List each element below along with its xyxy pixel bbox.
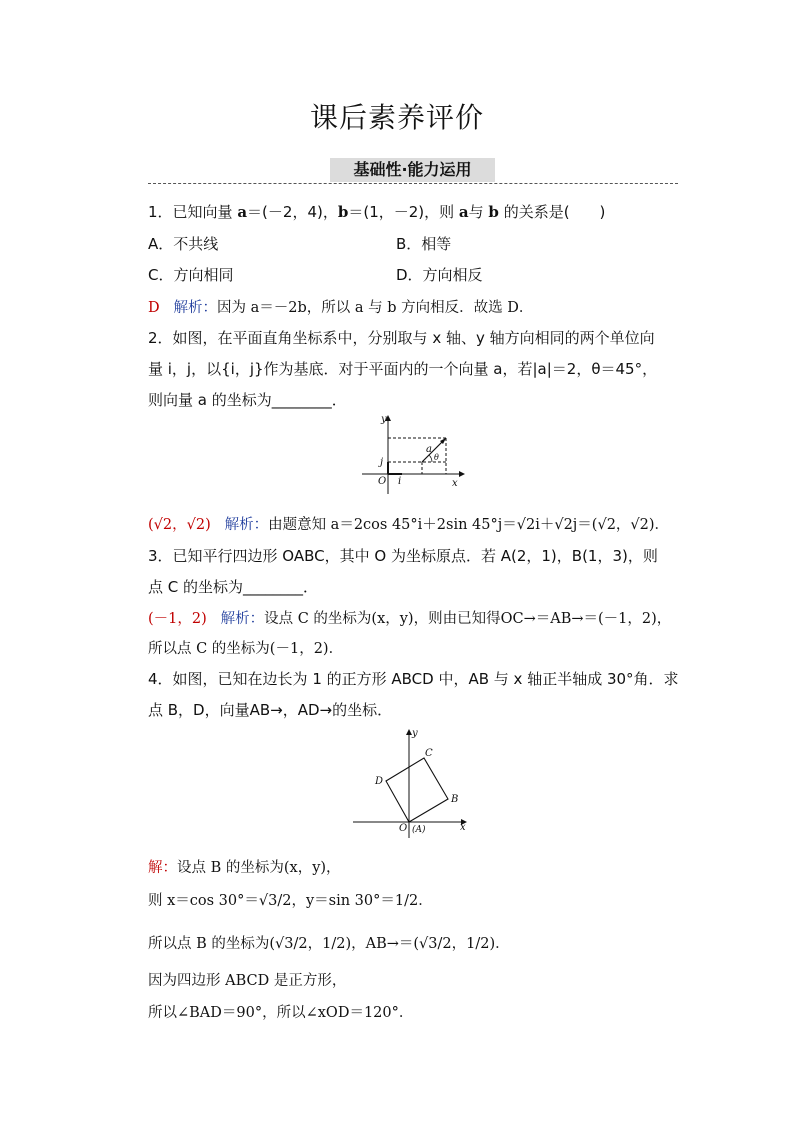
q1-option-b: B．相等 xyxy=(396,235,452,253)
q2-origin: O xyxy=(378,476,387,487)
q2-a-label: a xyxy=(426,444,432,455)
q4-a-label: (A) xyxy=(412,825,426,835)
q3-line2: 点 C 的坐标为________． xyxy=(148,578,319,596)
q2-j-label: j xyxy=(380,457,384,468)
q2-y-label: y xyxy=(381,414,387,425)
q2-line2: 量 i，j，以{i，j}作为基底．对于平面内的一个向量 a，若|a|＝2，θ＝45°， xyxy=(148,360,658,378)
q4-solution-1: 解：设点 B 的坐标为(x，y)， xyxy=(148,860,341,876)
q4-solution-5: 所以∠BAD＝90°，所以∠xOD＝120°． xyxy=(148,1005,414,1021)
q1-option-a: A．不共线 xyxy=(148,235,219,253)
divider xyxy=(148,183,678,184)
q4-solution-4: 因为四边形 ABCD 是正方形， xyxy=(148,973,347,989)
q2-x-label: x xyxy=(452,478,458,489)
q4-d-label: D xyxy=(375,776,384,787)
q1-option-c: C．方向相同 xyxy=(148,266,234,284)
q1-option-d: D．方向相反 xyxy=(396,266,483,284)
q3-answer: (－1，2) 解析：设点 C 的坐标为(x，y)，则由已知得OC→＝AB→＝(－1，2)， xyxy=(148,611,672,627)
q4-c-label: C xyxy=(425,748,433,759)
q4-b-label: B xyxy=(451,794,459,805)
q4-x-label: x xyxy=(460,822,466,833)
section-heading: 基础性·能力运用 xyxy=(330,158,495,182)
q4-figure xyxy=(350,726,474,842)
q2-line3: 则向量 a 的坐标为________． xyxy=(148,391,347,409)
q4-solution-3: 所以点 B 的坐标为(√3/2，1/2)，AB→＝(√3/2，1/2)． xyxy=(148,936,510,952)
page-title: 课后素养评价 xyxy=(309,101,484,134)
q4-line1: 4．如图，已知在边长为 1 的正方形 ABCD 中，AB 与 x 轴正半轴成 30°角．求 xyxy=(148,670,679,688)
q2-line1: 2．如图，在平面直角坐标系中，分别取与 x 轴、y 轴方向相同的两个单位向 xyxy=(148,329,655,347)
q2-answer: (√2，√2) 解析：由题意知 a＝2cos 45°i＋2sin 45°j＝√2i＋√2j＝(√2，√2)． xyxy=(148,517,670,533)
q3-line1: 3．已知平行四边形 OABC，其中 O 为坐标原点．若 A(2，1)，B(1，3)，则 xyxy=(148,547,658,565)
q4-y-label: y xyxy=(412,728,418,739)
q1-stem: 1．已知向量 a＝(－2，4)，b＝(1，－2)，则 a与 b 的关系是( ) xyxy=(148,203,606,221)
q4-solution-2: 则 x＝cos 30°＝√3/2，y＝sin 30°＝1/2． xyxy=(148,893,433,909)
q4-origin: O xyxy=(399,823,408,834)
q3-answer-line2: 所以点 C 的坐标为(－1，2)． xyxy=(148,641,344,657)
q2-figure xyxy=(350,412,470,498)
q4-line2: 点 B，D，向量AB→，AD→的坐标． xyxy=(148,701,393,719)
q2-i-label: i xyxy=(398,476,402,487)
q1-answer: D 解析：因为 a＝－2b，所以 a 与 b 方向相反．故选 D． xyxy=(148,300,534,316)
q2-theta-label: θ xyxy=(434,453,439,462)
